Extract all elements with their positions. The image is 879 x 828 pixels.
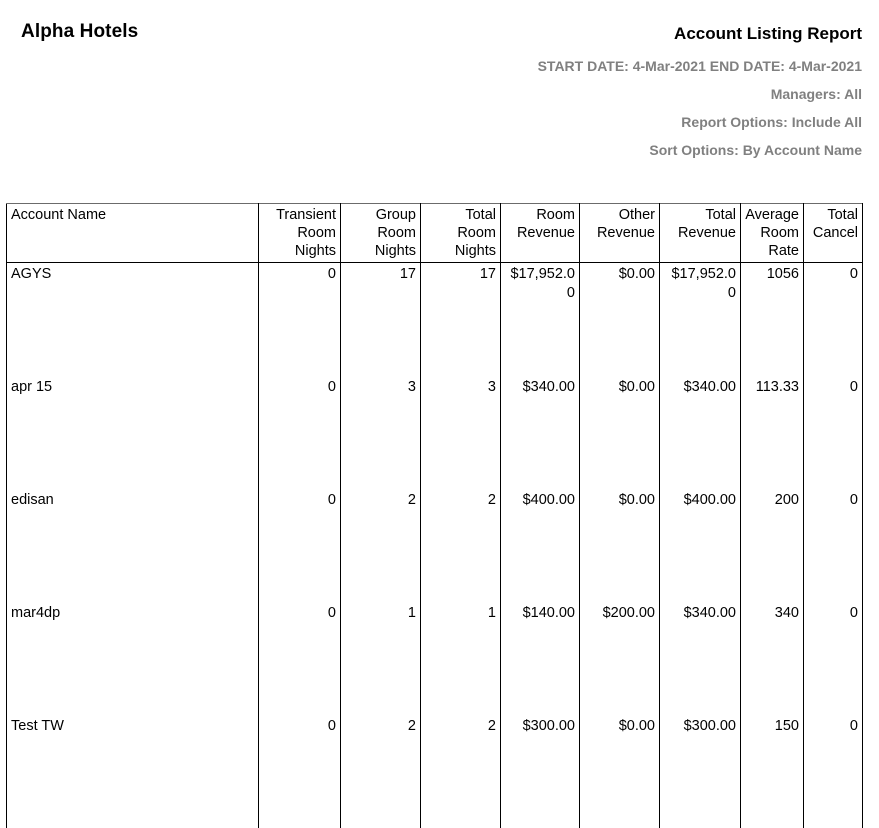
report-meta-dates: START DATE: 4-Mar-2021 END DATE: 4-Mar-2021 bbox=[537, 58, 862, 74]
cell-account-name: AGYS bbox=[7, 263, 259, 376]
column-header-line-3: Nights bbox=[374, 243, 416, 259]
cell-account-name: Test TW bbox=[7, 715, 259, 828]
column-header-account-name bbox=[7, 204, 259, 263]
cell-transient: 0 bbox=[259, 489, 341, 602]
page-title: Account Listing Report bbox=[674, 24, 862, 43]
cell-average-rate: 340 bbox=[741, 602, 804, 715]
cell-room-revenue: $300.00 bbox=[501, 715, 580, 828]
cell-total-cancel: 0 bbox=[804, 602, 863, 715]
report-meta-managers: Managers: All bbox=[770, 86, 862, 102]
table-row bbox=[7, 602, 863, 715]
cell-group: 2 bbox=[341, 489, 421, 602]
column-header-line-2: Revenue bbox=[516, 225, 575, 241]
cell-total-nights: 17 bbox=[421, 263, 501, 376]
cell-room-revenue: $400.00 bbox=[501, 489, 580, 602]
column-header-total-cancel bbox=[804, 204, 863, 263]
report-meta-report-options: Report Options: Include All bbox=[681, 114, 862, 130]
report-header bbox=[0, 0, 879, 186]
cell-room-revenue: $17,952.00 bbox=[501, 263, 580, 376]
column-header-other-revenue bbox=[580, 204, 660, 263]
cell-total-revenue: $300.00 bbox=[660, 715, 741, 828]
column-header-line-1: Other bbox=[618, 207, 655, 223]
cell-account-name: edisan bbox=[7, 489, 259, 602]
table-header-row bbox=[7, 204, 863, 263]
cell-group: 2 bbox=[341, 715, 421, 828]
column-header-room-revenue bbox=[501, 204, 580, 263]
cell-total-cancel: 0 bbox=[804, 263, 863, 376]
cell-total-revenue: $400.00 bbox=[660, 489, 741, 602]
table-row bbox=[7, 489, 863, 602]
column-header-total-revenue bbox=[660, 204, 741, 263]
column-header-line-2: Cancel bbox=[812, 225, 858, 241]
column-header-line-1: Total bbox=[705, 207, 736, 223]
cell-group: 3 bbox=[341, 376, 421, 489]
table-row bbox=[7, 715, 863, 828]
column-header-line-1: Total bbox=[465, 207, 496, 223]
column-header-group-room-nights bbox=[341, 204, 421, 263]
cell-transient: 0 bbox=[259, 602, 341, 715]
column-header-line-2: Room bbox=[760, 225, 799, 241]
cell-total-nights: 2 bbox=[421, 715, 501, 828]
column-header-line-2: Revenue bbox=[677, 225, 736, 241]
cell-room-revenue: $340.00 bbox=[501, 376, 580, 489]
report-meta-sort-options: Sort Options: By Account Name bbox=[649, 142, 862, 158]
cell-other-revenue: $0.00 bbox=[580, 489, 660, 602]
cell-total-cancel: 0 bbox=[804, 376, 863, 489]
cell-average-rate: 150 bbox=[741, 715, 804, 828]
column-header-line-3: Nights bbox=[294, 243, 336, 259]
column-header-average-room-rate bbox=[741, 204, 804, 263]
cell-total-revenue: $340.00 bbox=[660, 602, 741, 715]
column-header-line-1: Account Name bbox=[11, 207, 107, 223]
cell-account-name: mar4dp bbox=[7, 602, 259, 715]
company-title: Alpha Hotels bbox=[21, 21, 139, 42]
cell-average-rate: 200 bbox=[741, 489, 804, 602]
cell-group: 17 bbox=[341, 263, 421, 376]
column-header-line-1: Total bbox=[827, 207, 858, 223]
cell-other-revenue: $0.00 bbox=[580, 263, 660, 376]
column-header-line-1: Group bbox=[375, 207, 416, 223]
column-header-line-2: Room bbox=[457, 225, 496, 241]
account-listing-table bbox=[6, 203, 863, 828]
cell-transient: 0 bbox=[259, 715, 341, 828]
cell-room-revenue: $140.00 bbox=[501, 602, 580, 715]
cell-average-rate: 113.33 bbox=[741, 376, 804, 489]
cell-total-nights: 1 bbox=[421, 602, 501, 715]
column-header-line-3: Rate bbox=[768, 243, 799, 259]
cell-other-revenue: $200.00 bbox=[580, 602, 660, 715]
cell-average-rate: 1056 bbox=[741, 263, 804, 376]
column-header-line-2: Revenue bbox=[596, 225, 655, 241]
cell-total-revenue: $340.00 bbox=[660, 376, 741, 489]
cell-transient: 0 bbox=[259, 263, 341, 376]
column-header-line-1: Transient bbox=[276, 207, 336, 223]
cell-other-revenue: $0.00 bbox=[580, 376, 660, 489]
cell-total-revenue: $17,952.00 bbox=[660, 263, 741, 376]
cell-total-cancel: 0 bbox=[804, 489, 863, 602]
table-header bbox=[7, 204, 863, 263]
column-header-transient-room-nights bbox=[259, 204, 341, 263]
cell-other-revenue: $0.00 bbox=[580, 715, 660, 828]
cell-total-cancel: 0 bbox=[804, 715, 863, 828]
column-header-line-3: Nights bbox=[454, 243, 496, 259]
account-listing-table-wrap bbox=[6, 203, 862, 828]
table-body bbox=[7, 263, 863, 828]
column-header-line-2: Room bbox=[297, 225, 336, 241]
cell-total-nights: 2 bbox=[421, 489, 501, 602]
cell-transient: 0 bbox=[259, 376, 341, 489]
table-row bbox=[7, 376, 863, 489]
cell-account-name: apr 15 bbox=[7, 376, 259, 489]
column-header-total-room-nights bbox=[421, 204, 501, 263]
cell-group: 1 bbox=[341, 602, 421, 715]
column-header-line-1: Room bbox=[536, 207, 575, 223]
report-header-right bbox=[302, 23, 862, 158]
column-header-line-2: Room bbox=[377, 225, 416, 241]
cell-total-nights: 3 bbox=[421, 376, 501, 489]
column-header-line-1: Average bbox=[745, 207, 799, 223]
table-row bbox=[7, 263, 863, 376]
